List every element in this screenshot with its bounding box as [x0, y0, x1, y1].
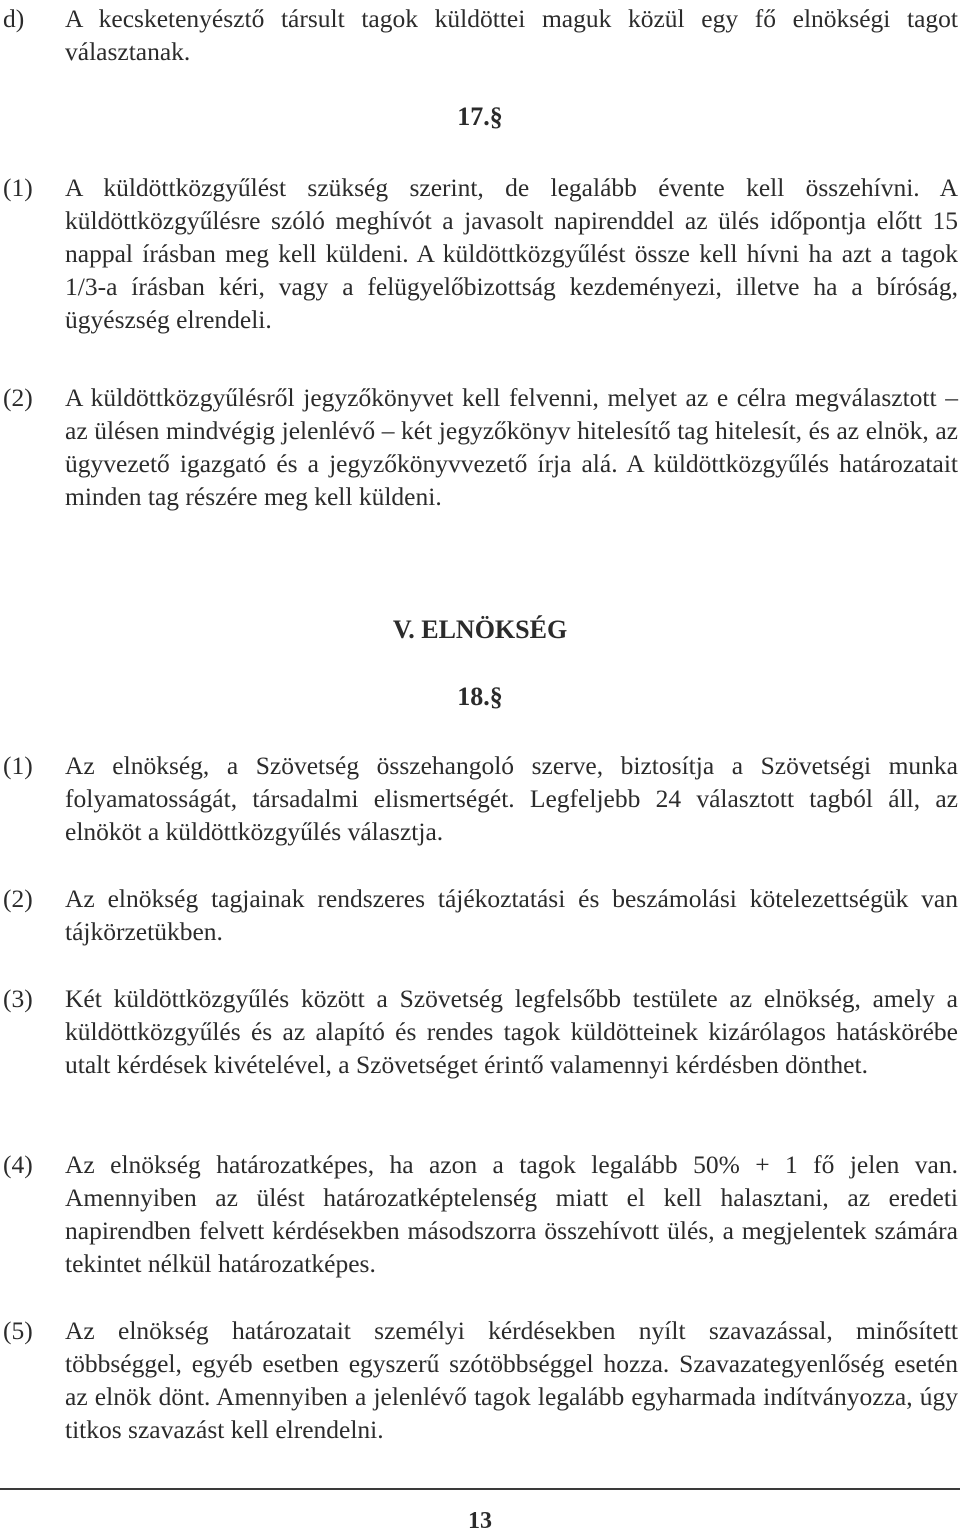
- paragraph-text: Az elnökség tagjainak rendszeres tájékoztatási és beszámolási kötelezettségük van tájkörzetükben.: [65, 884, 958, 946]
- paragraph-text: Az elnökség határozatképes, ha azon a tagok legalább 50% + 1 fő jelen van. Amennyiben az ülést határozatképtelenség miatt el kell halasztani, az eredeti napirendben felvett kérdésekben másodszorra összehívott ülés, a megjelentek számára tekintet nélkül határozatképes.: [65, 1150, 958, 1278]
- paragraph-text: Az elnökség határozatait személyi kérdésekben nyílt szavazással, minősített többséggel, egyéb esetben egyszerű szótöbbséggel hozza. Szavazategyenlőség esetén az elnök dönt. Amennyiben a jelenlévő tagok legalább egyharmada indítványozza, úgy titkos szavazást kell elrendelni.: [65, 1316, 958, 1444]
- paragraph-number: (3): [3, 984, 33, 1013]
- paragraph-text: Két küldöttközgyűlés között a Szövetség legfelsőbb testülete az elnökség, amely a küldöttközgyűlés és az alapító és rendes tagok küldötteinek kizárólagos hatáskörébe utalt kérdések kivételével, a Szövetséget érintő valamennyi kérdésben dönthet.: [65, 984, 958, 1079]
- section-18-title: 18.§: [457, 682, 503, 711]
- paragraph-text: A küldöttközgyűlésről jegyzőkönyvet kell felvenni, melyet az e célra megválasztott – az ülésen mindvégig jelenlévő – két jegyzőkönyv hitelesítő tag hitelesít, és az elnök, az ügyvezető igazgató és a jegyzőkönyvvezető írja alá. A küldöttközgyűlés határozatait minden tag részére meg kell küldeni.: [65, 383, 958, 511]
- paragraph-number: (4): [3, 1150, 33, 1179]
- paragraph-number: d): [3, 4, 25, 33]
- paragraph-text: A küldöttközgyűlést szükség szerint, de legalább évente kell összehívni. A küldöttközgyűlésre szóló meghívót a javasolt napirenddel az ülés időpontja előtt 15 nappal írásban meg kell küldeni. A küldöttközgyűlést össze kell hívni ha azt a tagok 1/3-a írásban kéri, vagy a felügyelőbizottság kezdeményezi, illetve ha a bíróság, ügyészség elrendeli.: [65, 173, 958, 334]
- paragraph-text: A kecsketenyésztő társult tagok küldöttei maguk közül egy fő elnökségi tagot választanak.: [65, 4, 958, 66]
- footer-divider: [0, 1488, 960, 1490]
- paragraph-number: (1): [3, 751, 33, 780]
- paragraph-text: Az elnökség, a Szövetség összehangoló szerve, biztosítja a Szövetségi munka folyamatosságát, társadalmi elismertségét. Legfeljebb 24 választott tagból áll, az elnököt a küldöttközgyűlés választja.: [65, 751, 958, 846]
- paragraph-number: (5): [3, 1316, 33, 1345]
- paragraph-number: (2): [3, 383, 33, 412]
- paragraph-number: (2): [3, 884, 33, 913]
- paragraph-number: (1): [3, 173, 33, 202]
- section-17-title: 17.§: [457, 102, 503, 131]
- page-number: 13: [468, 1508, 492, 1534]
- chapter-title: V. ELNÖKSÉG: [392, 615, 568, 644]
